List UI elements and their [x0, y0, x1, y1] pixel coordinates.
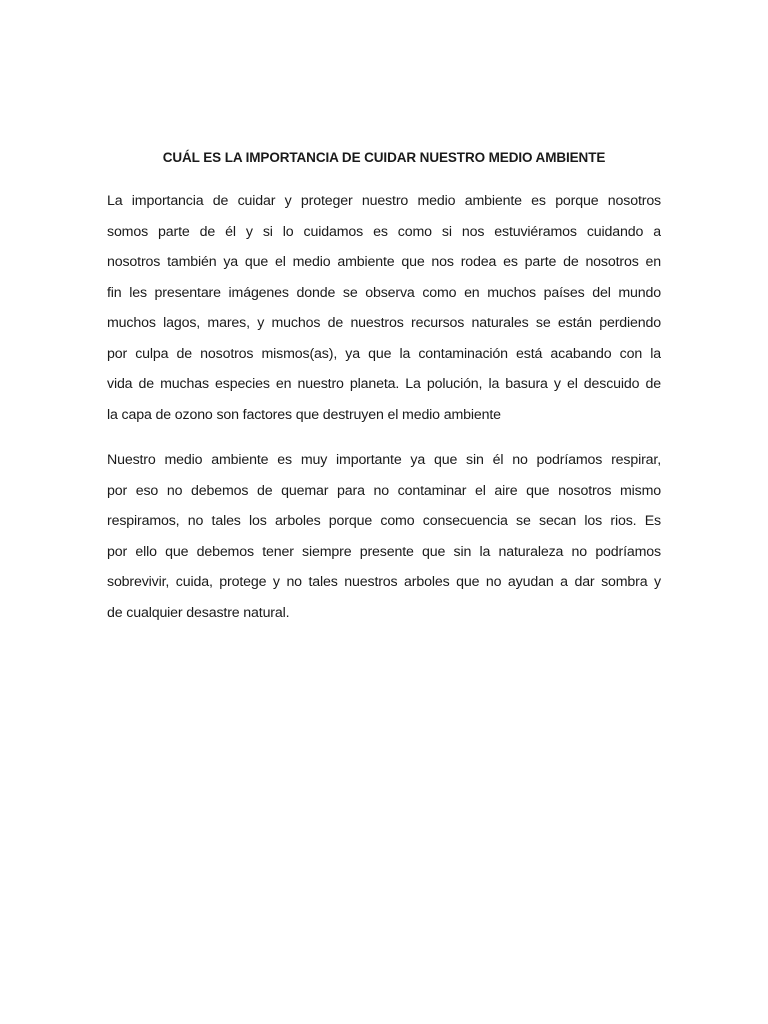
paragraph-line: vida de muchas especies en nuestro planeta. La polución, la basura y el descuido de: [107, 376, 661, 392]
paragraph-line: fin les presentare imágenes donde se observa como en muchos países del mundo: [107, 284, 661, 301]
paragraph-line: somos parte de él y si lo cuidamos es como si nos estuviéramos cuidando a: [107, 223, 661, 240]
paragraph-line: nosotros también ya que el medio ambiente que nos rodea es parte de nosotros en: [107, 254, 661, 270]
paragraph-line: por ello que debemos tener siempre presente que sin la naturaleza no podríamos: [107, 543, 661, 560]
paragraph-line: sobrevivir, cuida, protege y no tales nuestros arboles que no ayudan a dar sombra y: [107, 574, 661, 590]
paragraph-line: La importancia de cuidar y proteger nuestro medio ambiente es porque nosotros: [107, 193, 661, 209]
paragraph-line: la capa de ozono son factores que destruyen el medio ambiente: [107, 406, 501, 423]
paragraph-line: por culpa de nosotros mismos(as), ya que la contaminación está acabando con la: [107, 345, 661, 362]
paragraph-1: [107, 186, 661, 430]
paragraph-line: muchos lagos, mares, y muchos de nuestros recursos naturales se están perdiendo: [107, 315, 661, 331]
document-title: CUÁL ES LA IMPORTANCIA DE CUIDAR NUESTRO MEDIO AMBIENTE: [162, 150, 606, 165]
paragraph-line: por eso no debemos de quemar para no contaminar el aire que nosotros mismo: [107, 482, 661, 499]
paragraph-line: respiramos, no tales los arboles porque como consecuencia se secan los rios. Es: [107, 513, 661, 529]
paragraph-2: [107, 445, 661, 628]
paragraph-line: Nuestro medio ambiente es muy importante ya que sin él no podríamos respirar,: [107, 452, 661, 468]
paragraph-line: de cualquier desastre natural.: [107, 604, 290, 621]
